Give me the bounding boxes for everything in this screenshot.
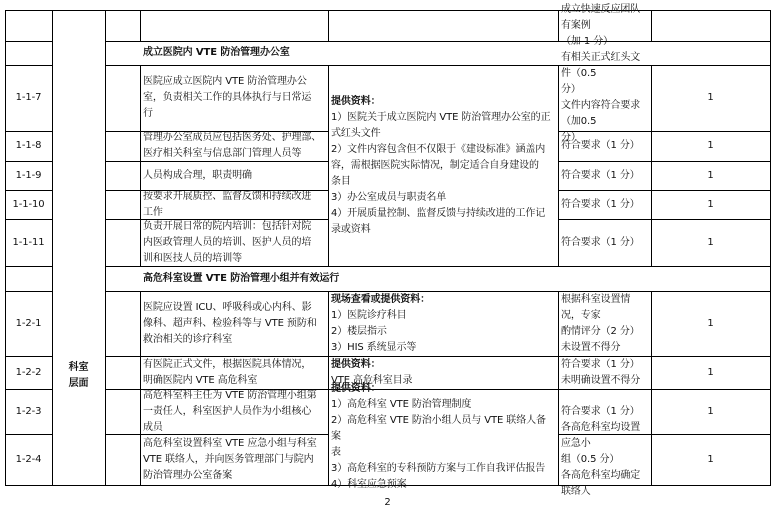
text-line: 有医院正式文件，根据医院具体情况， [143, 358, 312, 370]
scoring-criteria [561, 190, 648, 219]
requirement-text [143, 65, 325, 131]
text-line: 成员 [143, 421, 163, 433]
requirement-text [143, 389, 325, 434]
row-id: 1-2-3 [15, 405, 42, 417]
text-line: 符合要求（1 分） [561, 236, 640, 248]
text-line: 1）高危科室 VTE 防治管理制度 [331, 399, 472, 410]
text-line: 未设置不得分 [561, 341, 621, 353]
text-line: 科室 [68, 361, 89, 373]
column-rule [651, 10, 652, 41]
points-value: 1 [707, 366, 714, 378]
text-line: 酌情评分（2 分） [561, 325, 640, 337]
scoring-criteria [561, 131, 648, 161]
evidence-heading: 提供资料： [331, 358, 381, 370]
text-line: VTE 联络人，并向医务管理部门与院内 [143, 453, 314, 465]
text-line: 医院应设置 ICU、呼吸科或心内科、影 [143, 301, 312, 313]
text-line: 人员构成合理，职责明确 [143, 169, 252, 181]
text-line: 未明确设置不得分 [561, 374, 641, 386]
column-rule [651, 291, 652, 485]
text-line: 根据科室设置情况，专家 [561, 293, 631, 321]
row-id: 1-1-8 [15, 140, 42, 151]
column-rule [140, 291, 141, 485]
row-rule [5, 266, 52, 267]
text-line: 明确医院内 VTE 高危科室 [143, 374, 258, 386]
row-id: 1-1-9 [15, 169, 42, 181]
row-id: 1-1-7 [15, 92, 42, 103]
text-line: 成立快速反应团队有案例 [561, 3, 641, 31]
text-line: 容，需根据医院实际情况，制定适合自身建设的 [331, 159, 539, 171]
text-line: 2）楼层指示 [331, 325, 387, 337]
requirement-text [143, 190, 325, 219]
requirement-text [143, 356, 325, 389]
table-border-top [5, 10, 771, 11]
text-line: 录或资料 [331, 223, 371, 235]
text-line: 训和医技人员的培训等 [143, 252, 242, 264]
evidence-cell [331, 291, 555, 356]
text-line: 符合要求（1 分） [561, 358, 640, 370]
scoring-criteria [561, 219, 648, 266]
text-line: 救治相关的诊疗科室 [143, 333, 233, 345]
column-rule [5, 10, 6, 485]
text-line: 管理办公室成员应包括医务处、护理部、 [143, 132, 322, 143]
row-id: 1-1-11 [12, 236, 45, 248]
text-line: 条目 [331, 175, 351, 187]
column-rule [770, 10, 771, 485]
row-id: 1-2-1 [15, 317, 42, 329]
text-line: 符合要求（1 分） [561, 405, 640, 417]
text-line: 负责开展日常的院内培训：包括针对院 [143, 220, 312, 232]
evidence-heading: 提供资料： [331, 95, 381, 107]
row-id: 1-1-10 [12, 198, 45, 210]
requirement-text [143, 291, 325, 356]
section-title: 成立医院内 VTE 防治管理办公室 [143, 47, 290, 58]
text-line: 4）开展质量控制、监督反馈与持续改进的工作记 [331, 207, 546, 219]
evidence-heading: 提供资料： [331, 383, 381, 394]
text-line: 1）医院诊疗科目 [331, 309, 407, 321]
top-score-cell [561, 3, 648, 47]
points-value: 1 [707, 236, 714, 248]
requirement-text [143, 434, 325, 485]
text-line: 高危科室设置科室 VTE 应急小组与科室 [143, 437, 317, 449]
row-id: 1-2-2 [15, 366, 42, 378]
text-line: 有相关正式红头文件（0.5 [561, 52, 641, 79]
text-line: 4）科室应急预案 [331, 479, 407, 490]
requirement-text [143, 161, 325, 190]
column-rule [52, 10, 53, 485]
text-line: 内医政管理人员的培训、医护人员的培 [143, 236, 312, 248]
column-rule [105, 10, 106, 485]
text-line: 符合要求（1 分） [561, 140, 640, 151]
text-line: 符合要求（1 分） [561, 169, 640, 181]
scoring-criteria [561, 161, 648, 190]
points-value: 1 [707, 405, 714, 417]
text-line: 高危科室科主任为 VTE 防治管理小组第 [143, 389, 317, 401]
text-line: 2）文件内容包含但不仅限于《建设标准》涵盖内 [331, 143, 546, 155]
column-rule [328, 10, 329, 41]
evidence-cell [331, 383, 555, 490]
column-rule [328, 291, 329, 485]
text-line: 组（0.5 分） [561, 453, 620, 465]
text-line: 室，负责相关工作的具体执行与日常运 [143, 92, 312, 103]
text-line: 工作 [143, 206, 163, 218]
text-line: 医疗相关科室与信息部门管理人员等 [143, 148, 302, 159]
evidence-heading: 现场查看或提供资料： [331, 293, 430, 305]
page-number: 2 [384, 497, 391, 508]
requirement-text [143, 219, 325, 266]
text-line: 3）办公室成员与职责名单 [331, 191, 447, 203]
text-line: 分） [561, 132, 581, 143]
column-rule [558, 291, 559, 485]
text-line: 表 [331, 447, 341, 458]
row-id: 1-2-4 [15, 453, 42, 465]
column-rule [651, 65, 652, 266]
text-line: 符合要求（1 分） [561, 198, 640, 210]
scoring-criteria [561, 291, 648, 356]
category-label [55, 266, 102, 485]
evidence-cell [331, 65, 555, 266]
text-line: 1）医院关于成立医院内 VTE 防治管理办公室的正 [331, 111, 551, 123]
text-line: 防治管理办公室备案 [143, 469, 233, 481]
points-value: 1 [707, 169, 714, 181]
column-rule [140, 65, 141, 266]
points-value: 1 [707, 92, 714, 103]
column-rule [558, 10, 559, 41]
points-value: 1 [707, 317, 714, 329]
text-line: 一责任人，科室医护人员作为小组核心 [143, 405, 312, 417]
text-line: VTE 高危科室目录 [331, 374, 413, 386]
scoring-criteria [561, 421, 648, 497]
text-line: 3）HIS 系统显示等 [331, 341, 417, 353]
text-line: 3）高危科室的专科预防方案与工作自我评估报告 [331, 463, 546, 474]
text-line: 式红头文件 [331, 127, 381, 139]
requirement-text [143, 131, 325, 161]
text-line: 2）高危科室 VTE 防治小组人员与 VTE 联络人备案 [331, 415, 546, 442]
text-line: 分） [561, 84, 581, 95]
text-line: 按要求开展质控、监督反馈和持续改进 [143, 190, 312, 202]
text-line: 文件内容符合要求（加0.5 [561, 100, 641, 127]
text-line: 层面 [68, 377, 89, 389]
text-line: 各高危科室均确定联络人 [561, 469, 641, 497]
text-line: 像科、超声科、检验科等与 VTE 预防和 [143, 317, 317, 329]
column-rule [328, 65, 329, 266]
column-rule [140, 10, 141, 41]
scoring-criteria [561, 52, 648, 143]
scoring-criteria [561, 356, 648, 389]
points-value: 1 [707, 140, 714, 151]
text-line: 行 [143, 108, 153, 119]
text-line: 医院应成立医院内 VTE 防治管理办公 [143, 76, 307, 87]
points-value: 1 [707, 453, 714, 465]
text-line: （加 1 分） [561, 35, 614, 47]
row-rule [5, 41, 52, 42]
column-rule [558, 65, 559, 266]
points-value: 1 [707, 198, 714, 210]
section-title: 高危科室设置 VTE 防治管理小组并有效运行 [143, 272, 340, 284]
text-line: 各高危科室均设置应急小 [561, 421, 641, 449]
